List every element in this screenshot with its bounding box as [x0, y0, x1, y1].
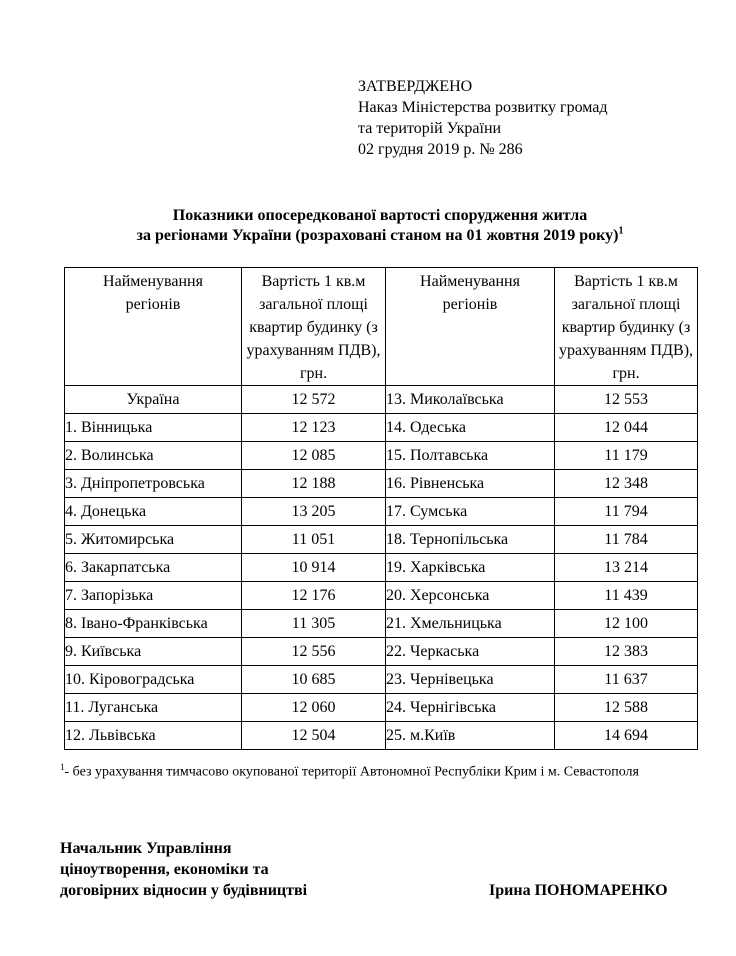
table-row — [65, 526, 698, 554]
region-name-cell: 12. Львівська — [65, 722, 242, 750]
region-name-cell: 15. Полтавська — [386, 442, 555, 470]
region-name-cell: 21. Хмельницька — [386, 610, 555, 638]
table-row — [65, 610, 698, 638]
region-name-cell: 17. Сумська — [386, 498, 555, 526]
signature-position-line-2: ціноутворення, економіки та — [60, 861, 269, 878]
table-row — [65, 498, 698, 526]
cost-value-cell: 11 439 — [555, 582, 698, 610]
approval-label: ЗАТВЕРДЖЕНО — [358, 78, 473, 95]
header-region-name-right: Найменування регіонів — [386, 268, 555, 386]
signature-position-line-3: договірних відносин у будівництві — [60, 882, 308, 899]
table-row — [65, 582, 698, 610]
title-line-1: Показники опосередкованої вартості спорудження житла — [172, 207, 588, 224]
cost-value-cell: 12 504 — [242, 722, 386, 750]
table-body — [65, 386, 698, 750]
table-row — [65, 386, 698, 414]
cost-value-cell: 12 383 — [555, 638, 698, 666]
region-name-cell: 14. Одеська — [386, 414, 555, 442]
cost-value-cell: 11 179 — [555, 442, 698, 470]
cost-value-cell: 12 176 — [242, 582, 386, 610]
cost-value-cell: 10 914 — [242, 554, 386, 582]
cost-value-cell: 12 556 — [242, 638, 386, 666]
signer-name: Ірина ПОНОМАРЕНКО — [489, 882, 668, 899]
table-row — [65, 470, 698, 498]
cost-value-cell: 12 085 — [242, 442, 386, 470]
cost-value-cell: 11 794 — [555, 498, 698, 526]
cost-value-cell: 13 205 — [242, 498, 386, 526]
cost-value-cell: 11 784 — [555, 526, 698, 554]
cost-value-cell: 11 637 — [555, 666, 698, 694]
title-footnote-mark: 1 — [618, 225, 624, 237]
cost-value-cell: 11 305 — [242, 610, 386, 638]
approval-stamp — [358, 76, 608, 160]
cost-value-cell: 12 060 — [242, 694, 386, 722]
table-row — [65, 414, 698, 442]
title-line-2 — [60, 226, 700, 246]
region-name-cell: 23. Чернівецька — [386, 666, 555, 694]
region-name-cell: Україна — [65, 386, 242, 414]
signature-position-line-1: Начальник Управління — [60, 840, 232, 857]
region-name-cell: 11. Луганська — [65, 694, 242, 722]
region-name-cell: 4. Донецька — [65, 498, 242, 526]
region-name-cell: 5. Житомирська — [65, 526, 242, 554]
cost-value-cell: 12 044 — [555, 414, 698, 442]
region-name-cell: 6. Закарпатська — [65, 554, 242, 582]
region-name-cell: 25. м.Київ — [386, 722, 555, 750]
title-line-2-text: за регіонами України (розраховані станом на 01 жовтня 2019 року) — [136, 227, 619, 244]
cost-value-cell: 12 188 — [242, 470, 386, 498]
cost-value-cell: 12 588 — [555, 694, 698, 722]
document-title — [60, 206, 700, 246]
region-name-cell: 2. Волинська — [65, 442, 242, 470]
table-row — [65, 666, 698, 694]
footnote-text: - без урахування тимчасово окупованої території Автономної Республіки Крим і м. Севастополя — [64, 764, 639, 780]
signature-block — [60, 838, 307, 901]
approval-date-number: 02 грудня 2019 р. № 286 — [358, 141, 523, 158]
region-name-cell: 13. Миколаївська — [386, 386, 555, 414]
table-row — [65, 442, 698, 470]
cost-value-cell: 12 123 — [242, 414, 386, 442]
region-name-cell: 19. Харківська — [386, 554, 555, 582]
table-row — [65, 694, 698, 722]
region-name-cell: 24. Чернігівська — [386, 694, 555, 722]
region-name-cell: 9. Київська — [65, 638, 242, 666]
header-region-name-left: Найменування регіонів — [65, 268, 242, 386]
cost-value-cell: 12 572 — [242, 386, 386, 414]
region-name-cell: 7. Запорізька — [65, 582, 242, 610]
cost-value-cell: 10 685 — [242, 666, 386, 694]
table-row — [65, 638, 698, 666]
cost-value-cell: 13 214 — [555, 554, 698, 582]
header-cost-right: Вартість 1 кв.м загальної площі квартир будинку (з урахуванням ПДВ), грн. — [555, 268, 698, 386]
region-name-cell: 8. Івано-Франківська — [65, 610, 242, 638]
table-row — [65, 554, 698, 582]
cost-table — [64, 267, 698, 750]
cost-value-cell: 12 348 — [555, 470, 698, 498]
table-row — [65, 722, 698, 750]
region-name-cell: 1. Вінницька — [65, 414, 242, 442]
cost-value-cell: 11 051 — [242, 526, 386, 554]
approval-order-line: Наказ Міністерства розвитку громад — [358, 99, 608, 116]
region-name-cell: 16. Рівненська — [386, 470, 555, 498]
region-name-cell: 22. Черкаська — [386, 638, 555, 666]
region-name-cell: 18. Тернопільська — [386, 526, 555, 554]
footnote-mark: 1 — [60, 762, 65, 772]
region-name-cell: 10. Кіровоградська — [65, 666, 242, 694]
header-cost-left: Вартість 1 кв.м загальної площі квартир будинку (з урахуванням ПДВ), грн. — [242, 268, 386, 386]
table-header-row — [65, 268, 698, 386]
cost-value-cell: 12 100 — [555, 610, 698, 638]
region-name-cell: 3. Дніпропетровська — [65, 470, 242, 498]
cost-value-cell: 14 694 — [555, 722, 698, 750]
region-name-cell: 20. Херсонська — [386, 582, 555, 610]
approval-ministry-line: та територій України — [358, 120, 502, 137]
footnote — [60, 758, 702, 782]
cost-value-cell: 12 553 — [555, 386, 698, 414]
